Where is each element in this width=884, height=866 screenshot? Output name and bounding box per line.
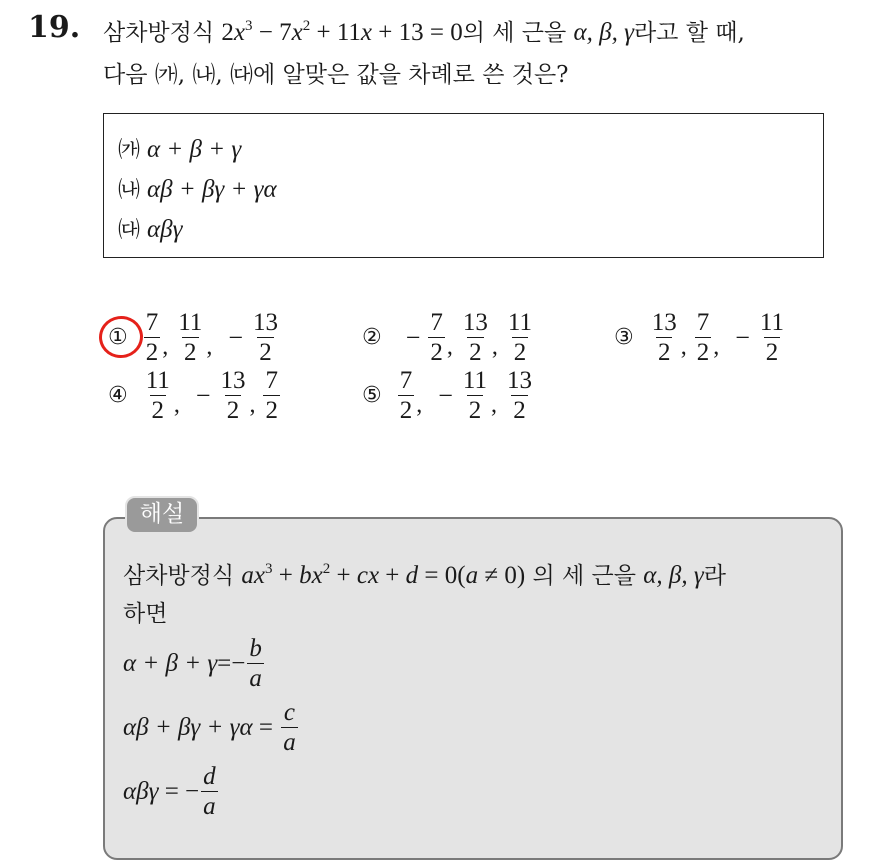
formula-sum: α + β + γ =− $\frac{b}{a}$ — [123, 635, 262, 692]
choice-value: $\frac{7}{2}$ — [430, 309, 443, 366]
choice-5[interactable] — [362, 368, 536, 423]
choice-value: $\frac{11}{2}$ — [507, 309, 532, 366]
choice-3[interactable] — [614, 310, 788, 365]
frac-num: d — [203, 763, 216, 790]
choice-value: $\frac{11}{2}$ — [145, 367, 170, 424]
formula-product-frac — [201, 764, 218, 819]
frac-den: a — [203, 793, 216, 820]
question-equation: $2x^3 - 7x^2 + 11x + 13 = 0$ — [221, 18, 463, 46]
comma: , — [173, 392, 180, 418]
explanation-text-end: 라 — [703, 563, 726, 589]
choice-number: ③ — [614, 325, 634, 350]
box-label-na: ㈏ — [118, 178, 141, 203]
choice-value: $\frac{13}{2}$ — [506, 367, 532, 424]
comma: , — [491, 334, 498, 360]
choice-value: $\frac{13}{2}$ — [651, 309, 677, 366]
choice-value: $\frac{13}{2}$ — [220, 367, 246, 424]
choice-value: $\frac{11}{2}$ — [759, 309, 784, 366]
minus-sign: − — [405, 322, 421, 352]
formula-sum-lhs: α + β + γ — [123, 649, 218, 677]
frac-den: a — [283, 729, 296, 756]
box-item-na — [118, 173, 277, 204]
choice-value: $\frac{11}{2}$ — [178, 309, 203, 366]
choice-value: $\frac{13}{2}$ — [462, 309, 488, 366]
minus-sign: − — [228, 322, 243, 352]
explanation-equation: $ax^3 + bx^2$ + cx + d = 0(a ≠ 0) — [241, 561, 526, 589]
explanation-tab: 해설 — [125, 496, 199, 534]
comma: , — [206, 334, 213, 360]
formula-pair-lhs: αβ + βγ + γα — [123, 713, 253, 741]
box-label-ga: ㈎ — [118, 138, 141, 163]
question-text-end: 라고 할 때, — [633, 20, 745, 46]
comma: , — [446, 334, 453, 360]
comma: , — [249, 392, 256, 418]
question-text-post: 의 세 근을 — [462, 20, 567, 46]
explanation-text-pre: 삼차방정식 — [123, 563, 235, 589]
choice-value: $\frac{7}{2}$ — [145, 309, 159, 366]
choice-number: ⑤ — [362, 383, 382, 408]
minus-sign: − — [438, 380, 453, 410]
choice-value: $\frac{13}{2}$ — [252, 309, 278, 366]
frac-den: a — [249, 665, 262, 692]
choice-4[interactable] — [108, 368, 282, 423]
choice-number: ① — [108, 325, 128, 350]
question-line-2: 다음 ㈎, ㈏, ㈐에 알맞은 값을 차례로 쓴 것은? — [103, 62, 569, 88]
choice-value: $\frac{7}{2}$ — [696, 309, 710, 366]
box-expr-da: αβγ — [147, 216, 183, 243]
minus-sign: − — [195, 380, 211, 410]
frac-num: c — [283, 699, 295, 726]
frac-num: b — [249, 635, 262, 662]
question-line-1 — [103, 14, 745, 47]
choice-value: $\frac{7}{2}$ — [399, 367, 413, 424]
box-expr-ga: α + β + γ — [147, 136, 242, 163]
comma: , — [162, 334, 169, 360]
explanation-roots: α, β, γ — [643, 562, 704, 589]
minus-sign: − — [735, 322, 750, 352]
box-label-da: ㈐ — [118, 218, 141, 243]
comma: , — [680, 334, 687, 360]
choice-number: ④ — [108, 383, 128, 408]
choice-2[interactable] — [362, 310, 536, 365]
choice-value: $\frac{11}{2}$ — [462, 367, 487, 424]
formula-product-lhs: αβγ — [123, 777, 159, 805]
formula-sum-frac — [247, 636, 264, 691]
formula-pair-frac — [281, 700, 298, 755]
question-number: 19. — [28, 10, 81, 45]
explanation-line-1 — [123, 557, 726, 590]
explanation-line-2: 하면 — [123, 601, 168, 627]
comma: , — [713, 334, 720, 360]
formula-product: αβγ = − $\frac{d}{a}$ — [123, 763, 216, 820]
comma: , — [416, 392, 423, 418]
choice-value: $\frac{7}{2}$ — [265, 367, 278, 424]
question-roots: α, β, γ — [573, 19, 634, 46]
comma: , — [490, 392, 497, 418]
box-item-da — [118, 213, 182, 244]
choice-number: ② — [362, 325, 382, 350]
formula-pair-sum: αβ + βγ + γα = $\frac{c}{a}$ — [123, 699, 296, 756]
box-expr-na: αβ + βγ + γα — [147, 176, 277, 203]
box-item-ga — [118, 133, 241, 164]
question-text-pre: 삼차방정식 — [103, 20, 215, 46]
explanation-text-post: 의 세 근을 — [532, 563, 636, 589]
